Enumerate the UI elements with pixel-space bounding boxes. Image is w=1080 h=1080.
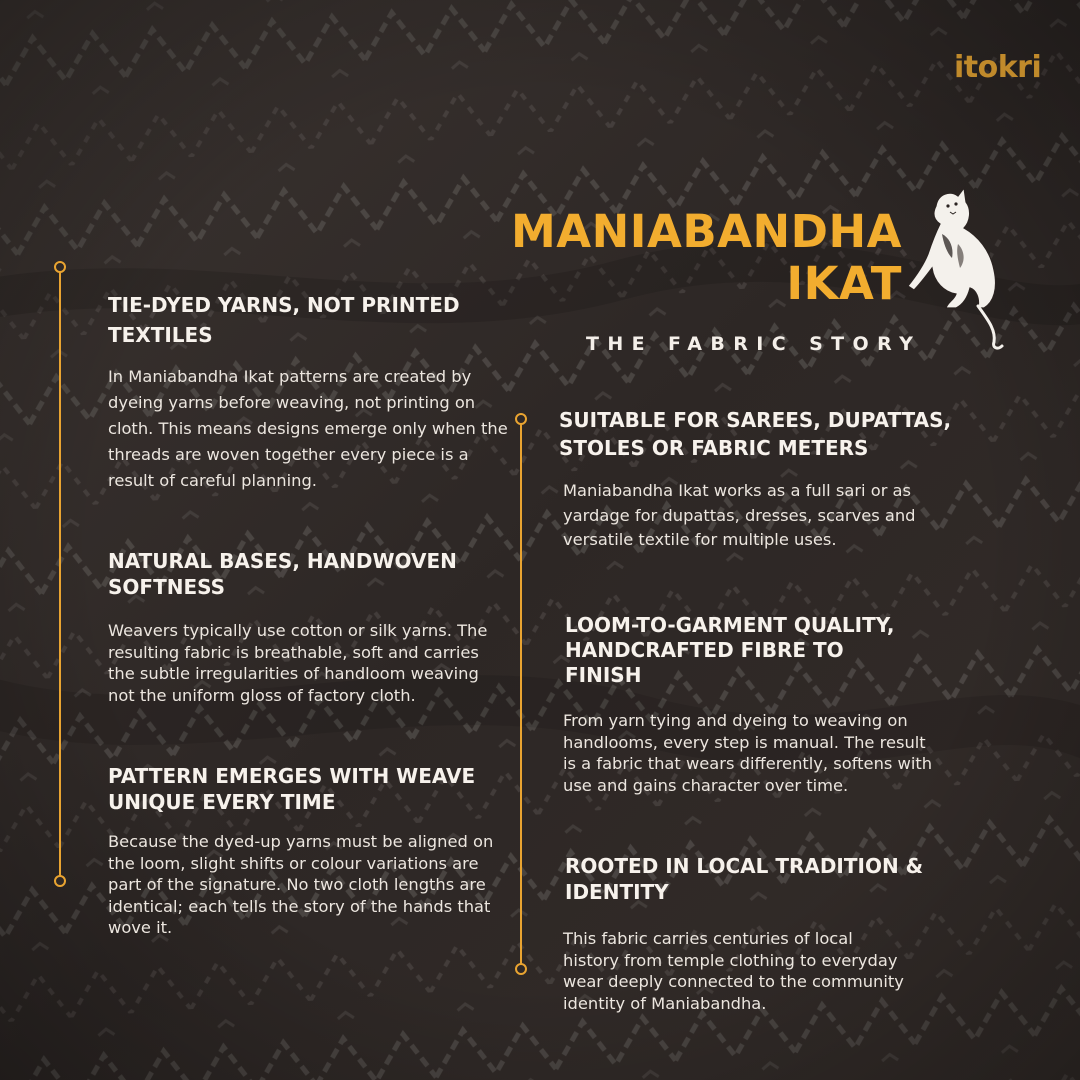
section-body-6: This fabric carries centuries of local history from temple clothing to everyday wear deeply connected to the community identity of Maniabandha. <box>563 929 904 1013</box>
section-heading-4: SUITABLE FOR SAREES, DUPATTAS, STOLES OR FABRIC METERS <box>559 408 952 460</box>
section-heading-2: NATURAL BASES, HANDWOVEN SOFTNESS <box>108 549 457 599</box>
right-timeline-bottom-dot <box>515 963 527 975</box>
title-line-2: IKAT <box>786 257 902 310</box>
section-body-4: Maniabandha Ikat works as a full sari or as yardage for dupattas, dresses, scarves and versatile textile for multiple uses. <box>563 481 916 549</box>
section-heading-6: ROOTED IN LOCAL TRADITION & IDENTITY <box>565 854 924 904</box>
left-timeline-line <box>59 272 61 876</box>
section-heading-3: PATTERN EMERGES WITH WEAVE UNIQUE EVERY TIME <box>108 764 476 814</box>
section-body-5: From yarn tying and dyeing to weaving on handlooms, every step is manual. The result is a fabric that wears differently, softens with use and gains character over time. <box>563 711 933 795</box>
section-heading-1: TIE-DYED YARNS, NOT PRINTED TEXTILES <box>108 293 460 347</box>
right-timeline-top-dot <box>515 413 527 425</box>
section-body-3: Because the dyed-up yarns must be aligned on the loom, slight shifts or colour variations are part of the signature. No two cloth lengths are identical; each tells the story of the hands that wove it. <box>108 832 494 938</box>
section-body-1: In Maniabandha Ikat patterns are created by dyeing yarns before weaving, not printing on cloth. This means designs emerge only when the threads are woven together every piece is a result of careful planning. <box>108 367 508 490</box>
page-title <box>511 206 902 310</box>
brand-logo[interactable]: itokri <box>954 50 1042 85</box>
section-body-2: Weavers typically use cotton or silk yarns. The resulting fabric is breathable, soft and carries the subtle irregularities of handloom weaving not the uniform gloss of factory cloth. <box>108 621 488 705</box>
left-timeline-top-dot <box>54 261 66 273</box>
right-timeline-line <box>520 424 522 965</box>
left-timeline-bottom-dot <box>54 875 66 887</box>
title-line-1: MANIABANDHA <box>511 205 902 258</box>
page-subtitle: THE FABRIC STORY <box>586 333 922 355</box>
section-heading-5: LOOM-TO-GARMENT QUALITY, HANDCRAFTED FIBRE TO FINISH <box>565 613 895 687</box>
sitting-cat-icon <box>898 184 1016 354</box>
